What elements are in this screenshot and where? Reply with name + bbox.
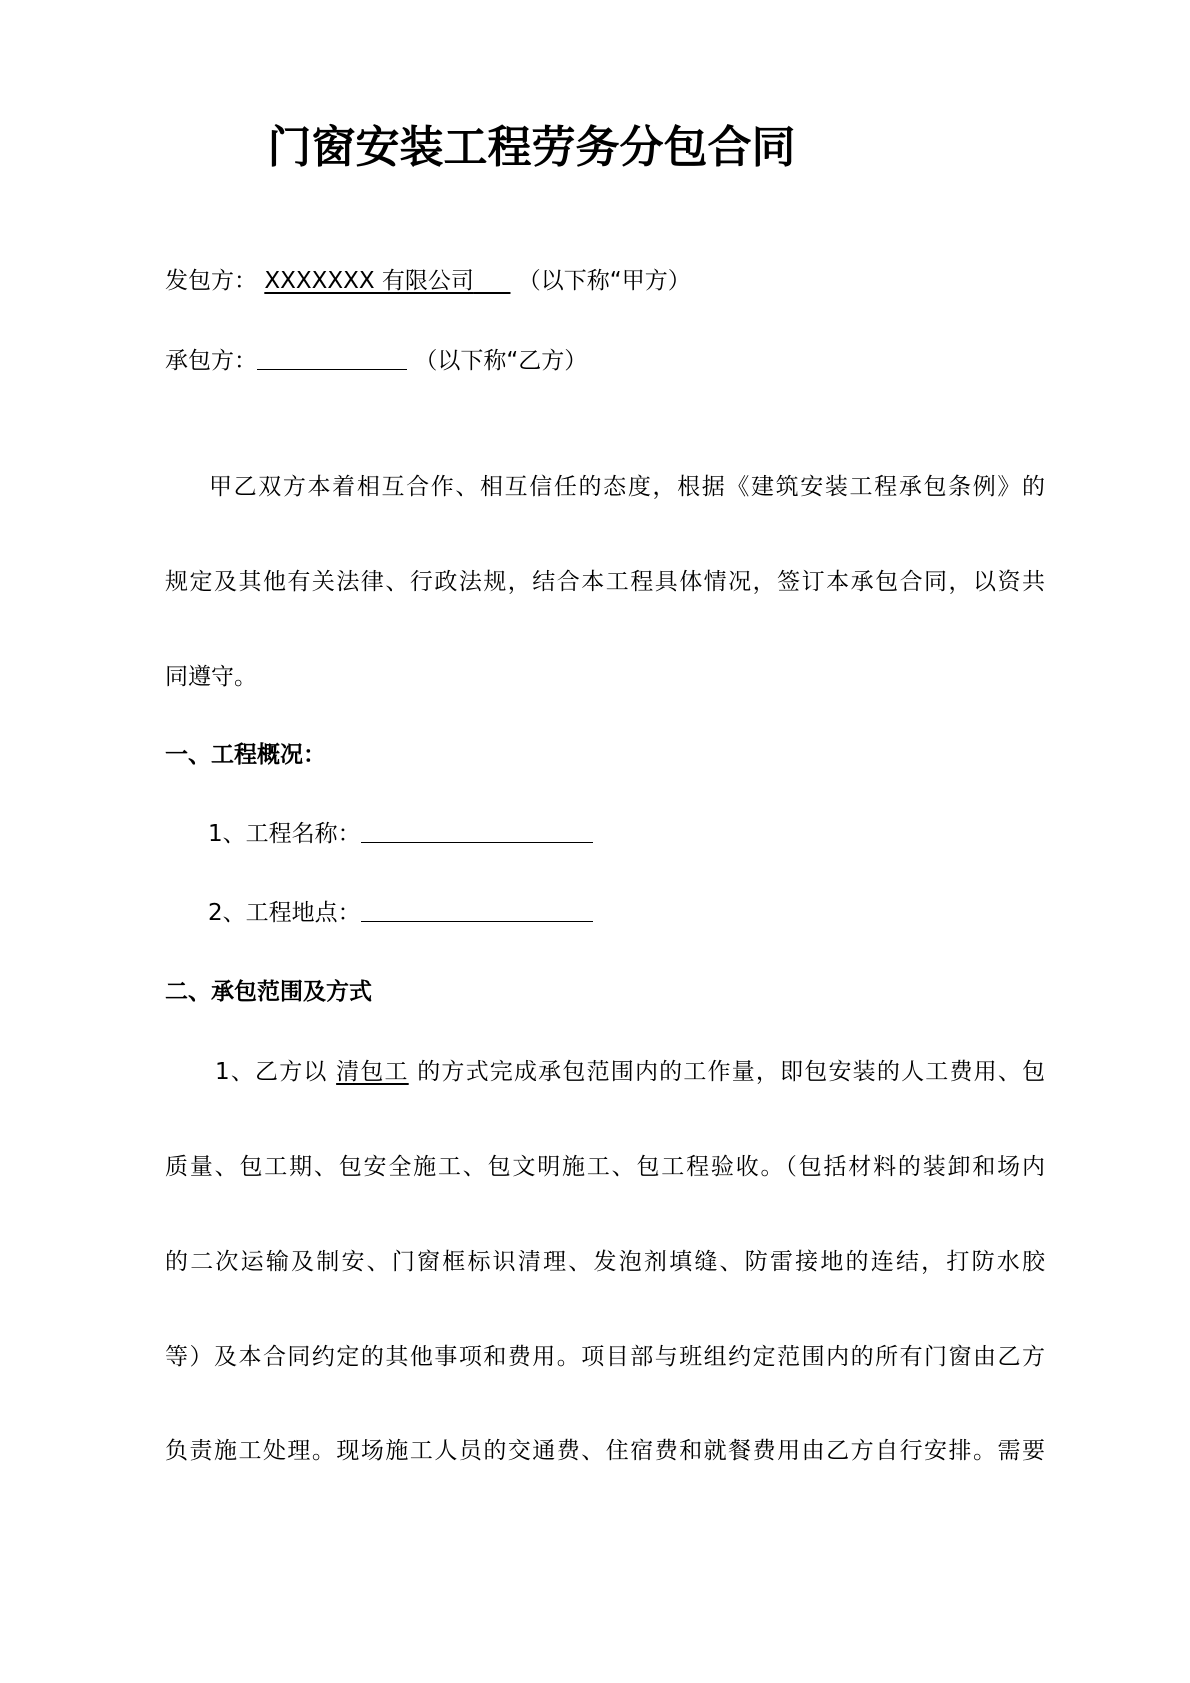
- contractor-line: [165, 344, 587, 378]
- issuer-company: XXXXXXX 有限公司: [264, 268, 474, 294]
- contract-method: 清包工: [336, 1059, 409, 1085]
- issuer-suffix: （以下称“甲方）: [517, 268, 691, 294]
- project-location-blank: [361, 897, 593, 922]
- contractor-label: 承包方：: [165, 348, 257, 374]
- preamble-line: 甲乙双方本着相互合作、相互信任的态度，根据《建筑安装工程承包条例》的: [209, 474, 1045, 500]
- scope-line: 负责施工处理。现场施工人员的交通费、住宿费和就餐费用由乙方自行安排。需要: [165, 1438, 1045, 1464]
- scope-paragraph-2: [165, 1150, 1045, 1184]
- document-title: 门窗安装工程劳务分包合同: [267, 122, 796, 173]
- scope-paragraph-3: [165, 1245, 1045, 1279]
- project-name-label: 1、工程名称：: [208, 821, 361, 847]
- preamble-line: 同遵守。: [165, 664, 257, 690]
- project-name-blank: [361, 818, 593, 843]
- project-location-line: [208, 896, 593, 930]
- preamble-paragraph-2: [165, 565, 1045, 599]
- preamble-paragraph-3: [165, 660, 1045, 694]
- project-location-label: 2、工程地点：: [208, 900, 361, 926]
- preamble-paragraph: [165, 470, 1045, 504]
- contractor-suffix: （以下称“乙方）: [414, 348, 588, 374]
- contractor-blank: [257, 345, 407, 370]
- scope-paragraph: [165, 1055, 1045, 1089]
- issuer-label: 发包方：: [165, 268, 257, 294]
- scope-paragraph-4: [165, 1340, 1045, 1374]
- section2-heading: 二、承包范围及方式: [165, 979, 372, 1005]
- scope-line: 质量、包工期、包安全施工、包文明施工、包工程验收。（包括材料的装卸和场内: [165, 1154, 1045, 1180]
- scope-paragraph-5: [165, 1434, 1045, 1468]
- scope-line: 的二次运输及制安、门窗框标识清理、发泡剂填缝、防雷接地的连结，打防水胶: [165, 1249, 1045, 1275]
- scope-line: 等）及本合同约定的其他事项和费用。项目部与班组约定范围内的所有门窗由乙方: [165, 1344, 1045, 1370]
- issuer-line: [165, 264, 691, 298]
- scope-line-1: 1、乙方以 清包工 的方式完成承包范围内的工作量，即包安装的人工费用、包: [215, 1059, 1046, 1085]
- section1-heading: 一、工程概况：: [165, 742, 326, 768]
- project-name-line: [208, 817, 593, 851]
- preamble-line: 规定及其他有关法律、行政法规，结合本工程具体情况，签订本承包合同，以资共: [165, 569, 1045, 595]
